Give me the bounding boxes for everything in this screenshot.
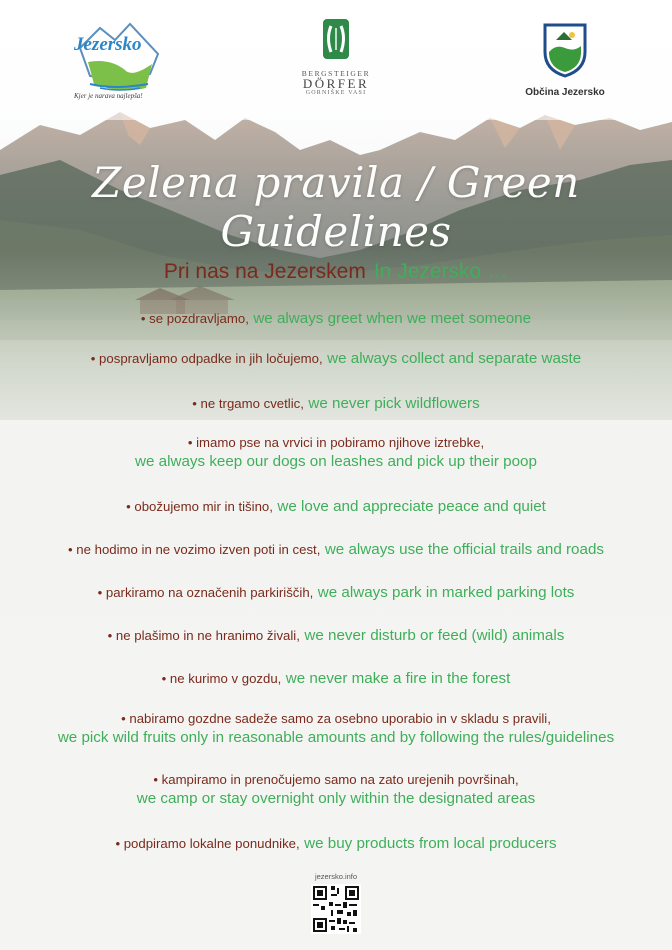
obcina-jezersko-label: Občina Jezersko — [525, 87, 605, 98]
rule-slovene: • pospravljamo odpadke in jih ločujemo, — [90, 351, 323, 366]
rule-english: we never disturb or feed (wild) animals — [304, 627, 565, 644]
intro-english: In Jezersko … — [373, 260, 509, 283]
obcina-jezersko-logo — [520, 22, 610, 112]
rule-slovene: • kampiramo in prenočujemo samo na zato urejenih površinah, — [153, 772, 519, 787]
rule-english: we buy products from local producers — [304, 835, 557, 852]
rule-english: we always use the official trails and roads — [324, 541, 604, 558]
rule-item — [0, 310, 672, 328]
coat-of-arms-icon — [542, 22, 588, 78]
rule-slovene: • ne hodimo in ne vozimo izven poti in cest, — [68, 542, 321, 557]
rule-slovene: • obožujemo mir in tišino, — [126, 499, 273, 514]
rule-english: we always keep our dogs on leashes and pick up their poop — [135, 453, 537, 470]
rule-slovene: • podpiramo lokalne ponudnike, — [115, 836, 300, 851]
intro-slovene: Pri nas na Jezerskem — [163, 260, 366, 283]
rule-english: we camp or stay overnight only within the designated areas — [136, 790, 536, 807]
rule-slovene: • parkiramo na označenih parkiriščih, — [97, 585, 314, 600]
rule-slovene: • ne trgamo cvetlic, — [192, 396, 304, 411]
jezersko-wordmark: Jezersko — [74, 34, 142, 55]
qr-code-icon[interactable] — [311, 884, 361, 934]
rule-english: we love and appreciate peace and quiet — [277, 498, 546, 515]
bergsteigerdorfer-logo — [290, 18, 382, 128]
rule-item — [0, 584, 672, 602]
rule-item — [0, 772, 672, 807]
intro-line — [0, 260, 672, 284]
rule-english: we pick wild fruits only in reasonable amounts and by following the rules/guidelines — [57, 729, 615, 746]
jezersko-logo — [60, 18, 170, 110]
rule-item — [0, 541, 672, 559]
rule-item — [0, 435, 672, 470]
rule-english: we never make a fire in the forest — [285, 670, 511, 687]
rule-slovene: • imamo pse na vrvici in pobiramo njihove iztrebke, — [187, 435, 485, 450]
rule-slovene: • se pozdravljamo, — [140, 311, 249, 326]
rule-slovene: • ne kurimo v gozdu, — [161, 671, 282, 686]
rule-english: we always collect and separate waste — [327, 350, 582, 367]
gorniske-vasi-text: GORNIŠKE VASI — [305, 90, 367, 96]
rule-item — [0, 835, 672, 853]
rule-item — [0, 498, 672, 516]
dorfer-text: DÖRFER — [302, 76, 370, 91]
rule-item — [0, 670, 672, 688]
rule-english: we always park in marked parking lots — [317, 584, 575, 601]
rule-item — [0, 627, 672, 645]
bergsteiger-text: BERGSTEIGER — [301, 69, 371, 78]
page-title: Zelena pravila / Green Guidelines — [92, 158, 580, 256]
rule-item — [0, 395, 672, 413]
rule-item — [0, 711, 672, 746]
rule-english: we never pick wildflowers — [308, 395, 480, 412]
bergsteigerdorfer-emblem-icon — [322, 18, 350, 60]
website-url: jezersko.info — [314, 872, 358, 881]
rule-english: we always greet when we meet someone — [253, 310, 532, 327]
jezersko-tagline: Kjer je narava najlepša! — [74, 92, 143, 100]
rule-slovene: • nabiramo gozdne sadeže samo za osebno uporabio in v skladu s pravili, — [121, 711, 551, 726]
rule-item — [0, 350, 672, 368]
rule-slovene: • ne plašimo in ne hranimo živali, — [107, 628, 300, 643]
